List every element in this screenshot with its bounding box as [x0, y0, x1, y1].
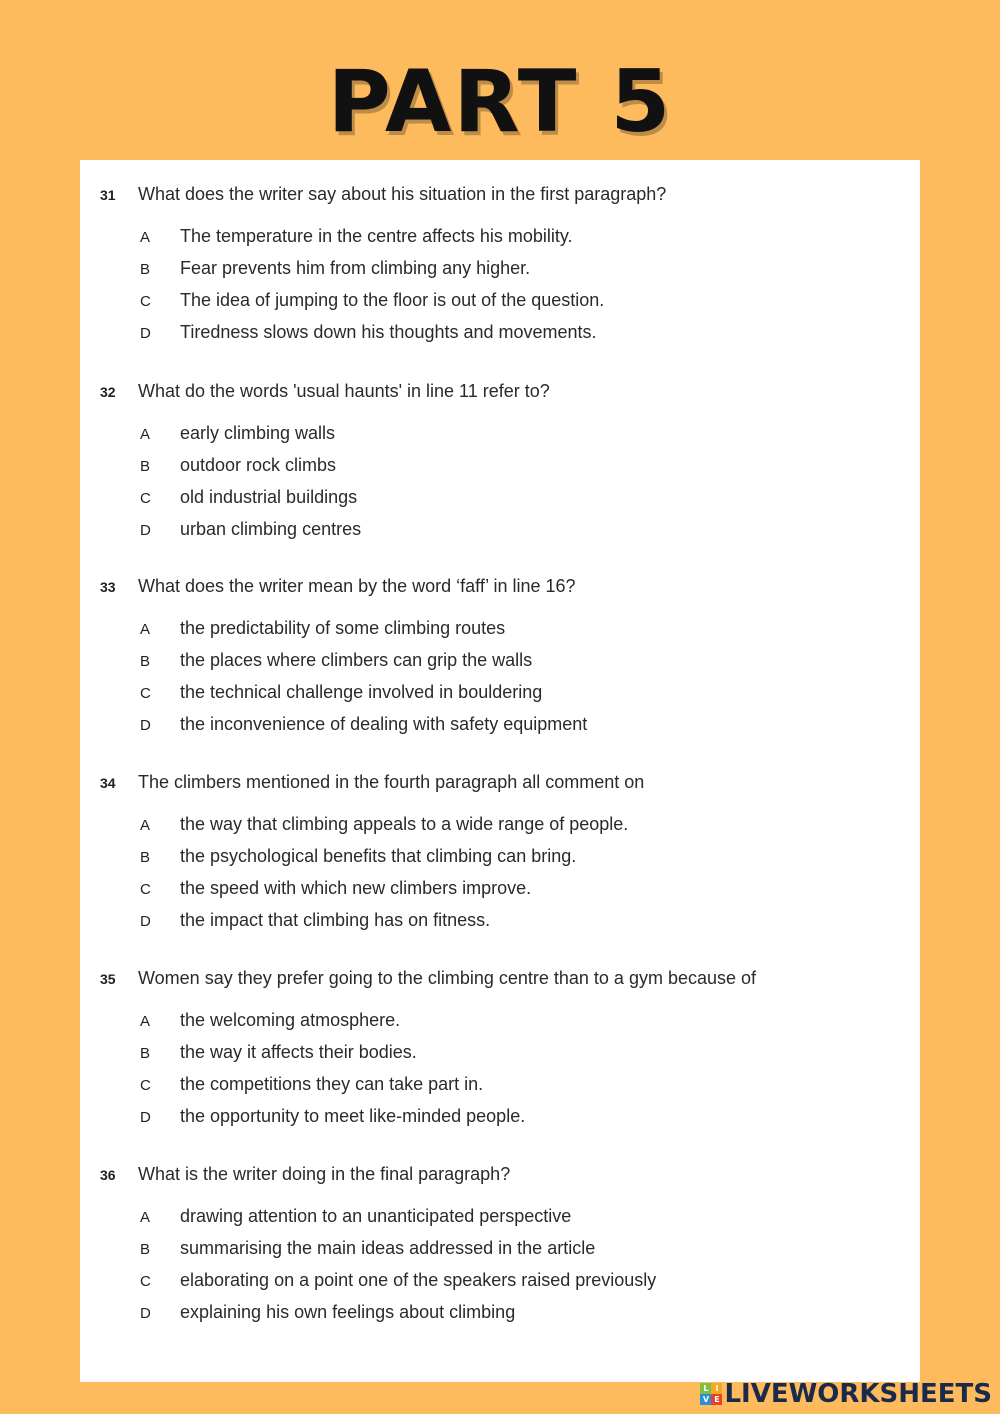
- option-letter: A: [140, 1013, 151, 1030]
- question-number: 33: [100, 579, 116, 595]
- question-text: What does the writer say about his situation in the first paragraph?: [138, 184, 667, 204]
- option-list: [100, 814, 900, 942]
- option-a[interactable]: [100, 226, 900, 258]
- question-35: [100, 968, 900, 1138]
- question-32: [100, 381, 900, 551]
- question-text: What is the writer doing in the final paragraph?: [138, 1164, 511, 1184]
- logo-mark-letter: E: [711, 1394, 722, 1405]
- option-letter: C: [140, 293, 151, 310]
- logo-mark-letter: V: [700, 1394, 711, 1405]
- question-text: What does the writer mean by the word ‘faff’ in line 16?: [138, 576, 576, 596]
- option-letter: C: [140, 685, 151, 702]
- question-text: Women say they prefer going to the climbing centre than to a gym because of: [138, 968, 757, 988]
- option-text: the technical challenge involved in bouldering: [180, 682, 543, 702]
- option-text: The temperature in the centre affects his mobility.: [180, 226, 573, 246]
- option-text: the impact that climbing has on fitness.: [180, 910, 491, 930]
- worksheet-page: [80, 160, 920, 1382]
- option-text: the opportunity to meet like-minded people.: [180, 1106, 526, 1126]
- option-text: the competitions they can take part in.: [180, 1074, 484, 1094]
- question-33: [100, 576, 900, 746]
- option-b[interactable]: [100, 1238, 900, 1270]
- option-c[interactable]: [100, 682, 900, 714]
- option-text: explaining his own feelings about climbing: [180, 1302, 516, 1322]
- option-d[interactable]: [100, 519, 900, 551]
- option-text: urban climbing centres: [180, 519, 362, 539]
- option-text: outdoor rock climbs: [180, 455, 337, 475]
- option-a[interactable]: [100, 423, 900, 455]
- option-a[interactable]: [100, 1206, 900, 1238]
- option-a[interactable]: [100, 814, 900, 846]
- question-34: [100, 772, 900, 942]
- option-letter: C: [140, 881, 151, 898]
- option-text: drawing attention to an unanticipated perspective: [180, 1206, 572, 1226]
- option-d[interactable]: [100, 714, 900, 746]
- liveworksheets-logo-icon: [700, 1383, 722, 1405]
- option-letter: C: [140, 490, 151, 507]
- option-letter: A: [140, 817, 151, 834]
- option-letter: B: [140, 849, 151, 866]
- option-letter: D: [140, 325, 151, 342]
- option-text: the places where climbers can grip the walls: [180, 650, 533, 670]
- option-list: [100, 423, 900, 551]
- option-text: the way that climbing appeals to a wide range of people.: [180, 814, 629, 834]
- option-list: [100, 618, 900, 746]
- question-text: The climbers mentioned in the fourth paragraph all comment on: [138, 772, 645, 792]
- option-letter: D: [140, 717, 151, 734]
- question-number: 36: [100, 1167, 116, 1183]
- option-text: the inconvenience of dealing with safety equipment: [180, 714, 588, 734]
- option-letter: D: [140, 1305, 151, 1322]
- logo-mark-letter: L: [700, 1383, 711, 1394]
- option-letter: B: [140, 261, 151, 278]
- brand-name: LIVEWORKSHEETS: [724, 1379, 992, 1409]
- option-text: the predictability of some climbing routes: [180, 618, 506, 638]
- option-c[interactable]: [100, 487, 900, 519]
- option-letter: B: [140, 458, 151, 475]
- option-text: old industrial buildings: [180, 487, 358, 507]
- option-letter: C: [140, 1077, 151, 1094]
- question-text: What do the words 'usual haunts' in line 11 refer to?: [138, 381, 550, 401]
- option-text: summarising the main ideas addressed in the article: [180, 1238, 596, 1258]
- option-letter: D: [140, 1109, 151, 1126]
- option-text: Fear prevents him from climbing any higher.: [180, 258, 531, 278]
- option-letter: A: [140, 229, 151, 246]
- option-letter: D: [140, 913, 151, 930]
- option-letter: B: [140, 653, 151, 670]
- option-text: elaborating on a point one of the speakers raised previously: [180, 1270, 657, 1290]
- question-36: [100, 1164, 900, 1334]
- option-c[interactable]: [100, 290, 900, 322]
- option-text: Tiredness slows down his thoughts and movements.: [180, 322, 597, 342]
- option-letter: A: [140, 1209, 151, 1226]
- question-number: 32: [100, 384, 116, 400]
- question-number: 31: [100, 187, 116, 203]
- option-text: early climbing walls: [180, 423, 336, 443]
- option-text: the welcoming atmosphere.: [180, 1010, 401, 1030]
- brand-logo[interactable]: [700, 1380, 992, 1408]
- option-letter: A: [140, 426, 151, 443]
- option-text: the speed with which new climbers improve.: [180, 878, 532, 898]
- option-c[interactable]: [100, 1270, 900, 1302]
- option-c[interactable]: [100, 1074, 900, 1106]
- option-text: the way it affects their bodies.: [180, 1042, 417, 1062]
- option-b[interactable]: [100, 258, 900, 290]
- option-d[interactable]: [100, 910, 900, 942]
- question-31: [100, 184, 900, 354]
- option-d[interactable]: [100, 1106, 900, 1138]
- logo-mark-letter: I: [711, 1383, 722, 1394]
- option-list: [100, 1206, 900, 1334]
- option-a[interactable]: [100, 618, 900, 650]
- option-letter: C: [140, 1273, 151, 1290]
- option-text: the psychological benefits that climbing can bring.: [180, 846, 577, 866]
- option-d[interactable]: [100, 1302, 900, 1334]
- option-letter: A: [140, 621, 151, 638]
- option-list: [100, 226, 900, 354]
- option-list: [100, 1010, 900, 1138]
- page-title: PART 5: [327, 52, 673, 152]
- option-b[interactable]: [100, 455, 900, 487]
- option-d[interactable]: [100, 322, 900, 354]
- option-b[interactable]: [100, 846, 900, 878]
- option-text: The idea of jumping to the floor is out of the question.: [180, 290, 605, 310]
- option-letter: D: [140, 522, 151, 539]
- question-number: 34: [100, 775, 116, 791]
- option-letter: B: [140, 1045, 151, 1062]
- option-a[interactable]: [100, 1010, 900, 1042]
- option-b[interactable]: [100, 1042, 900, 1074]
- option-letter: B: [140, 1241, 151, 1258]
- question-number: 35: [100, 971, 116, 987]
- option-c[interactable]: [100, 878, 900, 910]
- option-b[interactable]: [100, 650, 900, 682]
